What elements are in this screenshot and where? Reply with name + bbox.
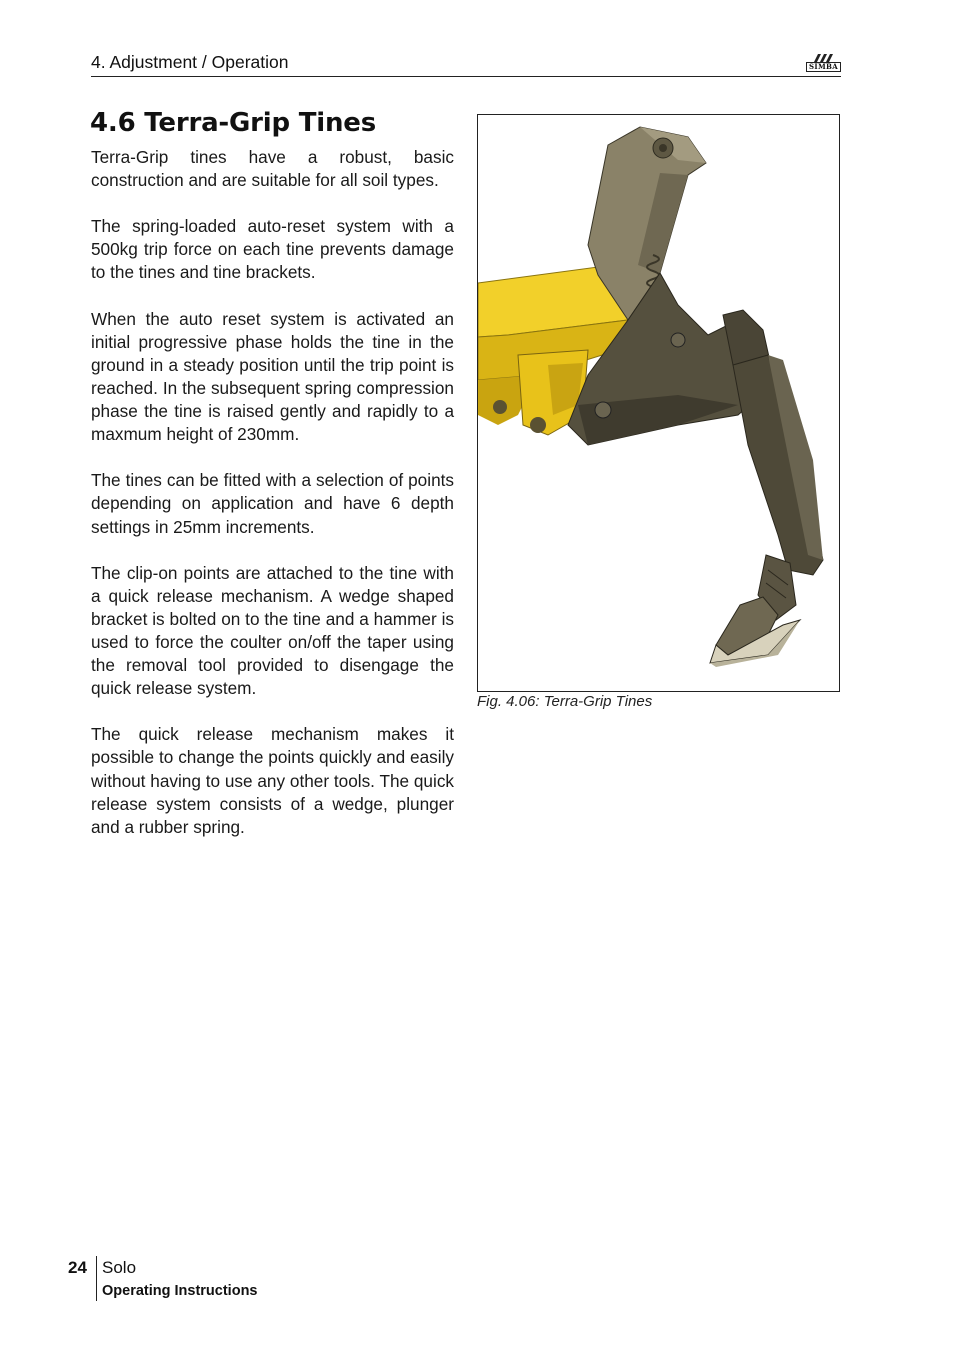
simba-logo [806,53,841,73]
figure-caption: Fig. 4.06: Terra-Grip Tines [477,693,653,710]
paragraph-2: The spring-loaded auto-reset system with a 500kg trip force on each tine prevents damage to the tines and tine brackets. [91,216,454,283]
paragraph-6: The quick release mechanism makes it possible to change the points quickly and easily without having to use any other tools. The quick release system consists of a wedge, plunger and a rubber spring. [91,724,454,837]
body-text [91,146,454,862]
footer-subtitle: Operating Instructions [102,1283,258,1299]
paragraph-4: The tines can be fitted with a selection of points depending on application and have 6 depth settings in 25mm increments. [91,470,454,537]
paragraph-3: When the auto reset system is activated an initial progressive phase holds the tine in the ground in a steady position until the trip point is reached. In the subsequent spring compression phase the tine is raised gently and rapidly to a maxmum height of 230mm. [91,308,454,445]
logo-text: SIMBA [806,62,841,72]
page-number: 24 [68,1258,87,1277]
running-header: 4. Adjustment / Operation [91,52,289,72]
header-rule [91,76,841,77]
paragraph-5: The clip-on points are attached to the tine with a quick release mechanism. A wedge shaped bracket is bolted on to the tine and a hammer is used to force the coulter on/off the taper using the removal tool provided to disengage the quick release system. [91,562,454,699]
tine-illustration [478,115,839,691]
paragraph-1: Terra-Grip tines have a robust, basic construction and are suitable for all soil types. [91,147,454,191]
footer-divider [96,1256,97,1301]
section-title: 4.6 Terra-Grip Tines [90,108,377,138]
footer-product: Solo [102,1258,137,1277]
terra-grip-tine-figure [477,114,840,692]
